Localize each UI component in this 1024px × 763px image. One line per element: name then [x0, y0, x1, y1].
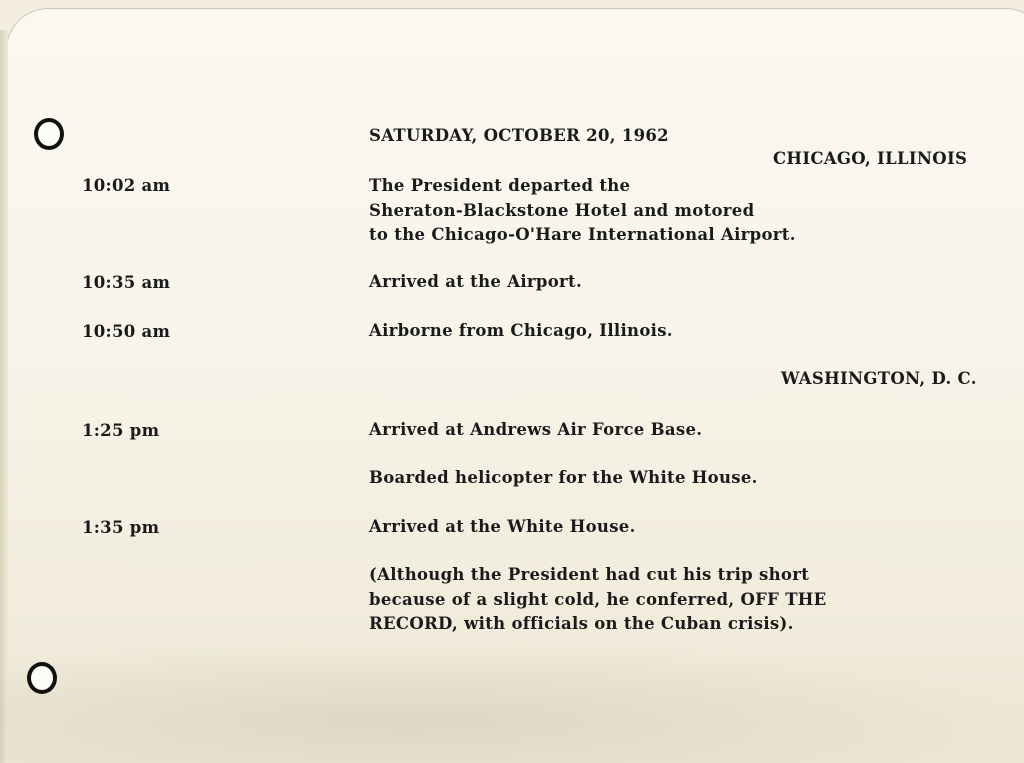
entry-line: The President departed the — [369, 176, 631, 195]
entry-line: Boarded helicopter for the White House. — [369, 468, 758, 487]
entry-description — [369, 466, 758, 491]
entry-line: Arrived at the White House. — [369, 517, 636, 536]
entry-line: because of a slight cold, he conferred, OFF THE — [369, 589, 827, 609]
location-chicago: CHICAGO, ILLINOIS — [773, 149, 968, 168]
entry-line: (Although the President had cut his trip short — [369, 565, 810, 584]
entry-description — [369, 270, 582, 295]
entry-time: 1:35 pm — [82, 518, 160, 537]
entry-description — [369, 418, 702, 443]
entry-description — [369, 319, 673, 344]
entry-time: 10:02 am — [82, 176, 171, 195]
entry-line: Arrived at Andrews Air Force Base. — [369, 420, 703, 439]
entry-description — [369, 174, 796, 248]
binder-hole-bottom — [27, 662, 57, 694]
entry-line: Airborne from Chicago, Illinois. — [369, 321, 673, 340]
entry-line: RECORD, with officials on the Cuban crisis). — [369, 614, 794, 633]
entry-time: 10:35 am — [82, 273, 171, 292]
paper-stain — [0, 640, 1024, 763]
entry-time: 10:50 am — [82, 322, 171, 341]
entry-time: 1:25 pm — [82, 421, 160, 440]
entry-description — [369, 515, 636, 540]
binder-hole-top — [34, 118, 64, 150]
location-washington: WASHINGTON, D. C. — [781, 369, 977, 388]
entry-line: Sheraton-Blackstone Hotel and motored — [369, 200, 755, 220]
date-heading: SATURDAY, OCTOBER 20, 1962 — [369, 126, 669, 145]
entry-description — [369, 563, 827, 637]
entry-line: Arrived at the Airport. — [369, 272, 583, 291]
entry-line: to the Chicago-O'Hare International Airport. — [369, 225, 796, 244]
